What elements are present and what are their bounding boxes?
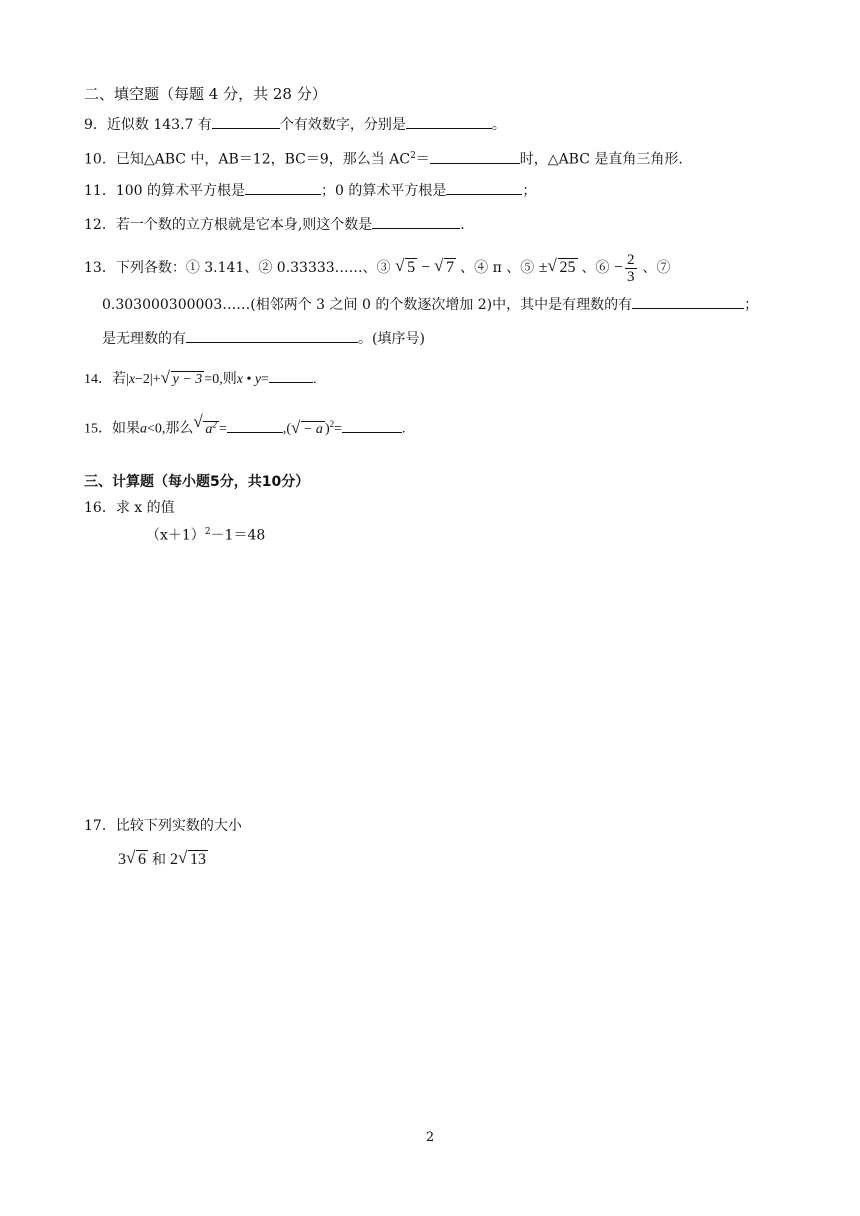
q15-text-g: . bbox=[402, 421, 406, 437]
minus-sign: − bbox=[421, 259, 431, 277]
sqrt-6: √ 6 bbox=[126, 848, 146, 868]
fraction-sign: − bbox=[613, 259, 623, 277]
fraction-denominator: 3 bbox=[627, 269, 635, 285]
radical-sign-icon: √ bbox=[290, 417, 301, 437]
radical-sign-icon: √ bbox=[178, 848, 188, 867]
q16-eq-left: （x＋1） bbox=[146, 527, 205, 544]
q13-irrational-blank[interactable] bbox=[186, 328, 358, 343]
fraction-numerator: 2 bbox=[627, 252, 635, 268]
q12-text-b: . bbox=[460, 217, 465, 233]
radical-sign-icon: √ bbox=[160, 368, 170, 387]
q14-text-b: −2|+ bbox=[135, 372, 161, 387]
q16-eq-right: －1＝48 bbox=[210, 527, 266, 544]
q15-exponent: 2 bbox=[329, 419, 335, 429]
q10-text-a: 10．已知△ABC 中，AB＝12，BC＝9，那么当 AC bbox=[84, 151, 411, 168]
radical-sign-icon: √ bbox=[547, 256, 557, 276]
q15-text-a: 15．如果 bbox=[84, 421, 140, 437]
q11-text-c: ； bbox=[522, 183, 537, 199]
q14-text-a: 14．若| bbox=[84, 372, 129, 387]
sqrt-5: √ 5 bbox=[395, 256, 416, 277]
q12-text-a: 12．若一个数的立方根就是它本身,则这个数是 bbox=[84, 217, 373, 233]
q11-blank-2[interactable] bbox=[446, 180, 522, 195]
q13-line-2-text: 0.303000300003……(相邻两个 3 之间 0 的个数逐次增加 2)中，其中是有理数的有 bbox=[102, 297, 633, 313]
question-17-title: 17．比较下列实数的大小 bbox=[84, 818, 242, 834]
q15-equals-1: = bbox=[218, 421, 227, 437]
q10-text-b: ＝ bbox=[415, 151, 430, 168]
q16-exponent: 2 bbox=[204, 527, 211, 537]
question-16-equation bbox=[146, 522, 265, 546]
q9-blank-1[interactable] bbox=[212, 114, 280, 129]
q13-label: 13．下列各数：① 3.141、② 0.33333……、③ bbox=[84, 260, 391, 277]
q11-text-b: ；0 的算术平方根是 bbox=[321, 183, 447, 199]
question-15 bbox=[84, 414, 406, 440]
question-13-line-2 bbox=[102, 294, 758, 315]
q14-text-c: =0,则 bbox=[204, 372, 237, 387]
section-3-heading: 三、计算题（每小题5分，共10分） bbox=[84, 474, 310, 490]
q14-blank[interactable] bbox=[269, 368, 313, 383]
q15-text-e: ) bbox=[324, 421, 330, 437]
q10-blank[interactable] bbox=[430, 149, 520, 164]
q15-equals-2: = bbox=[334, 421, 343, 437]
question-12 bbox=[84, 214, 465, 235]
question-9 bbox=[84, 114, 506, 135]
sqrt-a-squared: √ $a^2$ bbox=[193, 412, 217, 437]
q12-blank[interactable] bbox=[372, 214, 460, 229]
q9-text-a: 9．近似数 143.7 有 bbox=[84, 117, 212, 133]
sqrt-7: √ 7 bbox=[434, 256, 455, 277]
radical-sign-icon: √ bbox=[395, 256, 405, 276]
q13-line-3-end: 。(填序号) bbox=[358, 331, 425, 347]
q14-variable-x: x bbox=[128, 372, 136, 387]
q13-fraction-expression bbox=[613, 252, 643, 285]
q15-blank-1[interactable] bbox=[227, 418, 283, 433]
q10-exponent: 2 bbox=[410, 151, 416, 161]
sqrt-y-minus-3: √ y − 3 bbox=[160, 368, 203, 387]
q13-item-3-expression bbox=[395, 256, 460, 277]
q13-line-2-end: ； bbox=[744, 297, 759, 313]
q9-text-b: 个有效数字，分别是 bbox=[279, 117, 406, 133]
question-16-title: 16．求 x 的值 bbox=[84, 500, 175, 516]
sqrt-25: √ 25 bbox=[547, 256, 576, 277]
plus-minus-sign: ± bbox=[538, 259, 548, 277]
sqrt-13: √ 13 bbox=[178, 848, 206, 868]
q14-text-e: . bbox=[312, 372, 317, 387]
q13-item-7: 、⑦ bbox=[642, 260, 671, 277]
question-13-line-3 bbox=[102, 328, 425, 349]
question-11 bbox=[84, 180, 536, 201]
q14-equals: = bbox=[261, 372, 269, 387]
q11-text-a: 11．100 的算术平方根是 bbox=[84, 183, 245, 199]
q14-product: x • y bbox=[236, 372, 262, 387]
section-2-heading: 二、填空题（每题 4 分，共 28 分） bbox=[84, 85, 327, 103]
q9-blank-2[interactable] bbox=[406, 114, 492, 129]
q15-variable-a: a bbox=[140, 421, 147, 437]
q13-item-5-expression bbox=[538, 256, 582, 277]
fraction bbox=[625, 252, 637, 285]
q13-rational-blank[interactable] bbox=[632, 294, 744, 309]
q15-text-d: ,( bbox=[282, 421, 291, 437]
q17-coefficient-2: 2 bbox=[170, 851, 178, 868]
q9-text-c: 。 bbox=[491, 117, 506, 133]
q17-coefficient-1: 3 bbox=[118, 851, 126, 868]
q13-line-3-text: 是无理数的有 bbox=[102, 331, 186, 347]
question-13-line-1 bbox=[84, 252, 671, 285]
question-10 bbox=[84, 146, 683, 170]
radical-sign-icon: √ bbox=[193, 412, 203, 431]
question-14 bbox=[84, 368, 316, 390]
q11-blank-1[interactable] bbox=[245, 180, 321, 195]
q13-item-6: 、⑥ bbox=[581, 260, 610, 277]
radical-sign-icon: √ bbox=[126, 848, 136, 867]
q17-and: 和 bbox=[152, 852, 166, 868]
q10-text-c: 时，△ABC 是直角三角形. bbox=[519, 151, 683, 168]
q15-blank-2[interactable] bbox=[342, 418, 402, 433]
sqrt-minus-a: √ − a bbox=[290, 417, 323, 437]
page-number: 2 bbox=[425, 1130, 435, 1145]
q15-text-b: <0,那么 bbox=[147, 421, 194, 437]
question-17-expression bbox=[118, 850, 208, 870]
radical-sign-icon: √ bbox=[434, 256, 444, 276]
q13-item-4: 、④ π 、⑤ bbox=[460, 260, 535, 277]
